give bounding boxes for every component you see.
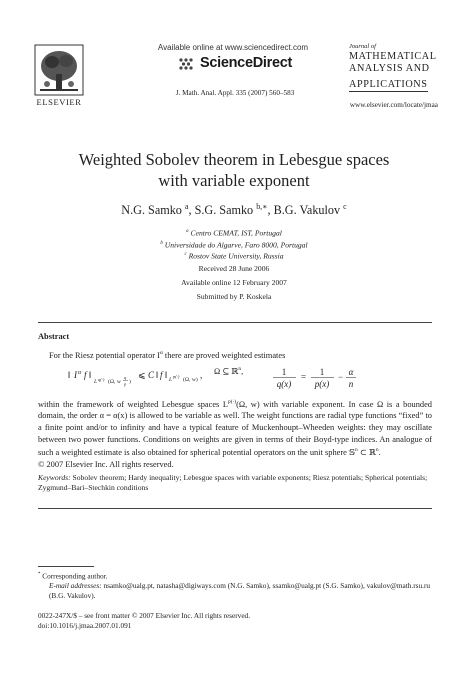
affiliation-b	[40, 239, 428, 251]
keywords-text: Sobolev theorem; Hardy inequality; Lebesgue spaces with variable exponents; Riesz potentials; Spherical potentials; Zygmund–Bari–Stechkin conditions	[38, 473, 428, 492]
author-list: N.G. Samko $^a$, S.G. Samko $^{b,∗}$, B.G. Vakulov $^c$	[121, 202, 347, 218]
svg-text:α: α	[78, 370, 82, 376]
journal-logo	[349, 43, 435, 92]
abstract-body-text-2: (Ω, w) with variable exponent. In case Ω is a bounded domain, the order α = α(x) is allowed to be variable as well. The weight functions are radial type functions “fixed” to a finite point and/or to infinity and have a typical feature of Muckenhoupt–Wheeden weights: they may oscillate between two power functions. Conditions on weights are given in terms of their Boyd-type indices. An analogue of such a weighted estimate is also obtained for spherical potential operators on the unit sphere 𝕊	[38, 399, 432, 457]
sphere-sup: n	[355, 447, 358, 454]
abstract-body-sup: p(·)	[227, 399, 237, 405]
footnote-star: *	[38, 572, 41, 577]
journal-logo-line-1: MATHEMATICAL	[349, 51, 437, 62]
abstract-heading: Abstract	[38, 332, 70, 341]
keywords-label: Keywords:	[38, 473, 71, 482]
alpha-sup: α	[159, 350, 163, 356]
abstract-intro	[38, 348, 432, 361]
available-online-date: Available online 12 February 2007	[181, 278, 287, 287]
abstract-body-text-4: .	[378, 447, 381, 457]
front-matter	[38, 611, 432, 631]
svg-text:‖: ‖	[156, 370, 159, 380]
svg-text:p(x): p(x)	[314, 379, 330, 389]
publisher-name: ELSEVIER	[36, 97, 82, 107]
formula-domain-label: Ω ⊆ ℝ$^n$,	[214, 366, 244, 376]
svg-text:C: C	[148, 370, 155, 380]
formula-domain-text: Ω ⊆ ℝ	[214, 367, 239, 376]
paper-title	[40, 149, 428, 191]
svg-text:−: −	[338, 372, 344, 382]
title-line-1: Weighted Sobolev theorem in Lebesgue spaces	[78, 150, 390, 169]
title-line-2: with variable exponent	[158, 171, 310, 190]
affiliation-a	[40, 227, 428, 239]
corresponding-text: Corresponding author.	[42, 571, 108, 581]
received-date: Received 28 June 2006	[198, 264, 270, 273]
email-label: E-mail addresses:	[49, 581, 102, 591]
svg-text:): )	[129, 379, 131, 385]
journal-logo-line-2: ANALYSIS AND	[349, 62, 430, 74]
author-1-affil: a	[184, 202, 189, 211]
email-addresses	[38, 581, 432, 601]
abstract-intro-tail: there are proved weighted estimates	[162, 350, 286, 360]
elsevier-tree-logo	[34, 44, 84, 100]
formula-domain-sup: n	[238, 366, 242, 373]
available-online-text: Available online at www.sciencedirect.com	[157, 43, 309, 52]
svg-text:n: n	[348, 379, 354, 389]
footnote-rule	[38, 566, 94, 567]
abstract-body	[38, 397, 432, 470]
svg-text:1: 1	[319, 367, 325, 377]
svg-text:I: I	[74, 370, 77, 380]
journal-logo-line-3: APPLICATIONS	[349, 79, 428, 90]
svg-text:q: q	[124, 375, 127, 380]
abstract-intro-text: For the Riesz potential operator I	[49, 350, 160, 360]
svg-text:‖: ‖	[68, 370, 71, 380]
affil-b-marker: b	[160, 240, 163, 246]
abstract-body-text-3: ⊂ ℝ	[357, 447, 376, 457]
sciencedirect-logo-text: ScienceDirect	[200, 55, 293, 71]
svg-text:L: L	[94, 379, 98, 385]
affiliations	[40, 227, 428, 262]
corresponding-author-note	[38, 570, 432, 581]
svg-text:‖: ‖	[165, 370, 168, 380]
svg-text:q(x): q(x)	[276, 379, 292, 389]
svg-text:q(·): q(·)	[98, 377, 105, 382]
svg-text:‖: ‖	[89, 370, 92, 380]
rn-sup: n	[375, 447, 379, 454]
submitted-by: Submitted by P. Koskela	[196, 292, 272, 301]
keywords	[38, 473, 432, 493]
journal-reference: J. Math. Anal. Appl. 335 (2007) 560–583	[175, 89, 295, 97]
svg-text:(Ω, w: (Ω, w	[108, 379, 121, 385]
author-2: S.G. Samko	[194, 203, 254, 218]
svg-text:p: p	[124, 381, 127, 387]
abstract-copyright: © 2007 Elsevier Inc. All rights reserved.	[38, 459, 174, 469]
affil-b-text: Universidade do Algarve, Faro 8000, Portugal	[164, 240, 308, 250]
divider-top	[38, 322, 432, 323]
affil-a-marker: a	[186, 229, 189, 234]
affiliation-c	[40, 250, 428, 262]
author-3: B.G. Vakulov	[273, 203, 341, 218]
author-1: N.G. Samko	[121, 203, 182, 218]
affil-a-text: Centro CEMAT, IST, Portugal	[190, 228, 282, 238]
svg-text:p(·): p(·)	[173, 374, 180, 379]
journal-url[interactable]: www.elsevier.com/locate/jmaa	[349, 101, 438, 109]
issn-line: 0022-247X/$ – see front matter © 2007 Elsevier Inc. All rights reserved.	[38, 611, 251, 620]
svg-text:α: α	[348, 367, 354, 377]
footnote	[38, 570, 432, 601]
email-list[interactable]: nsamko@ualg.pt, natasha@digiways.com (N.G. Samko), ssamko@ualg.pt (S.G. Samko), vakulov@math.rsu.ru (B.G. Vakulov).	[49, 581, 431, 601]
affil-c-text: Rostov State University, Russia	[188, 251, 284, 261]
author-2-affil: b,∗	[256, 202, 268, 211]
doi-line[interactable]: doi:10.1016/j.jmaa.2007.01.091	[38, 621, 132, 630]
affil-c-marker: c	[184, 252, 187, 258]
author-3-affil: c	[343, 202, 347, 211]
sciencedirect-dots-icon	[178, 57, 196, 71]
svg-text:⩽: ⩽	[138, 370, 146, 380]
svg-text:f: f	[160, 370, 163, 380]
svg-text:,: ,	[200, 370, 203, 380]
svg-text:1: 1	[281, 367, 287, 377]
divider-bottom	[38, 508, 432, 509]
svg-text:L: L	[169, 377, 173, 383]
journal-logo-prefix: Journal of	[349, 43, 376, 50]
svg-text:(Ω, w): (Ω, w)	[183, 377, 198, 383]
svg-text:=: =	[301, 372, 307, 382]
svg-text:f: f	[84, 370, 87, 380]
abstract-body-text-1: within the framework of weighted Lebesgue spaces L	[38, 399, 228, 409]
